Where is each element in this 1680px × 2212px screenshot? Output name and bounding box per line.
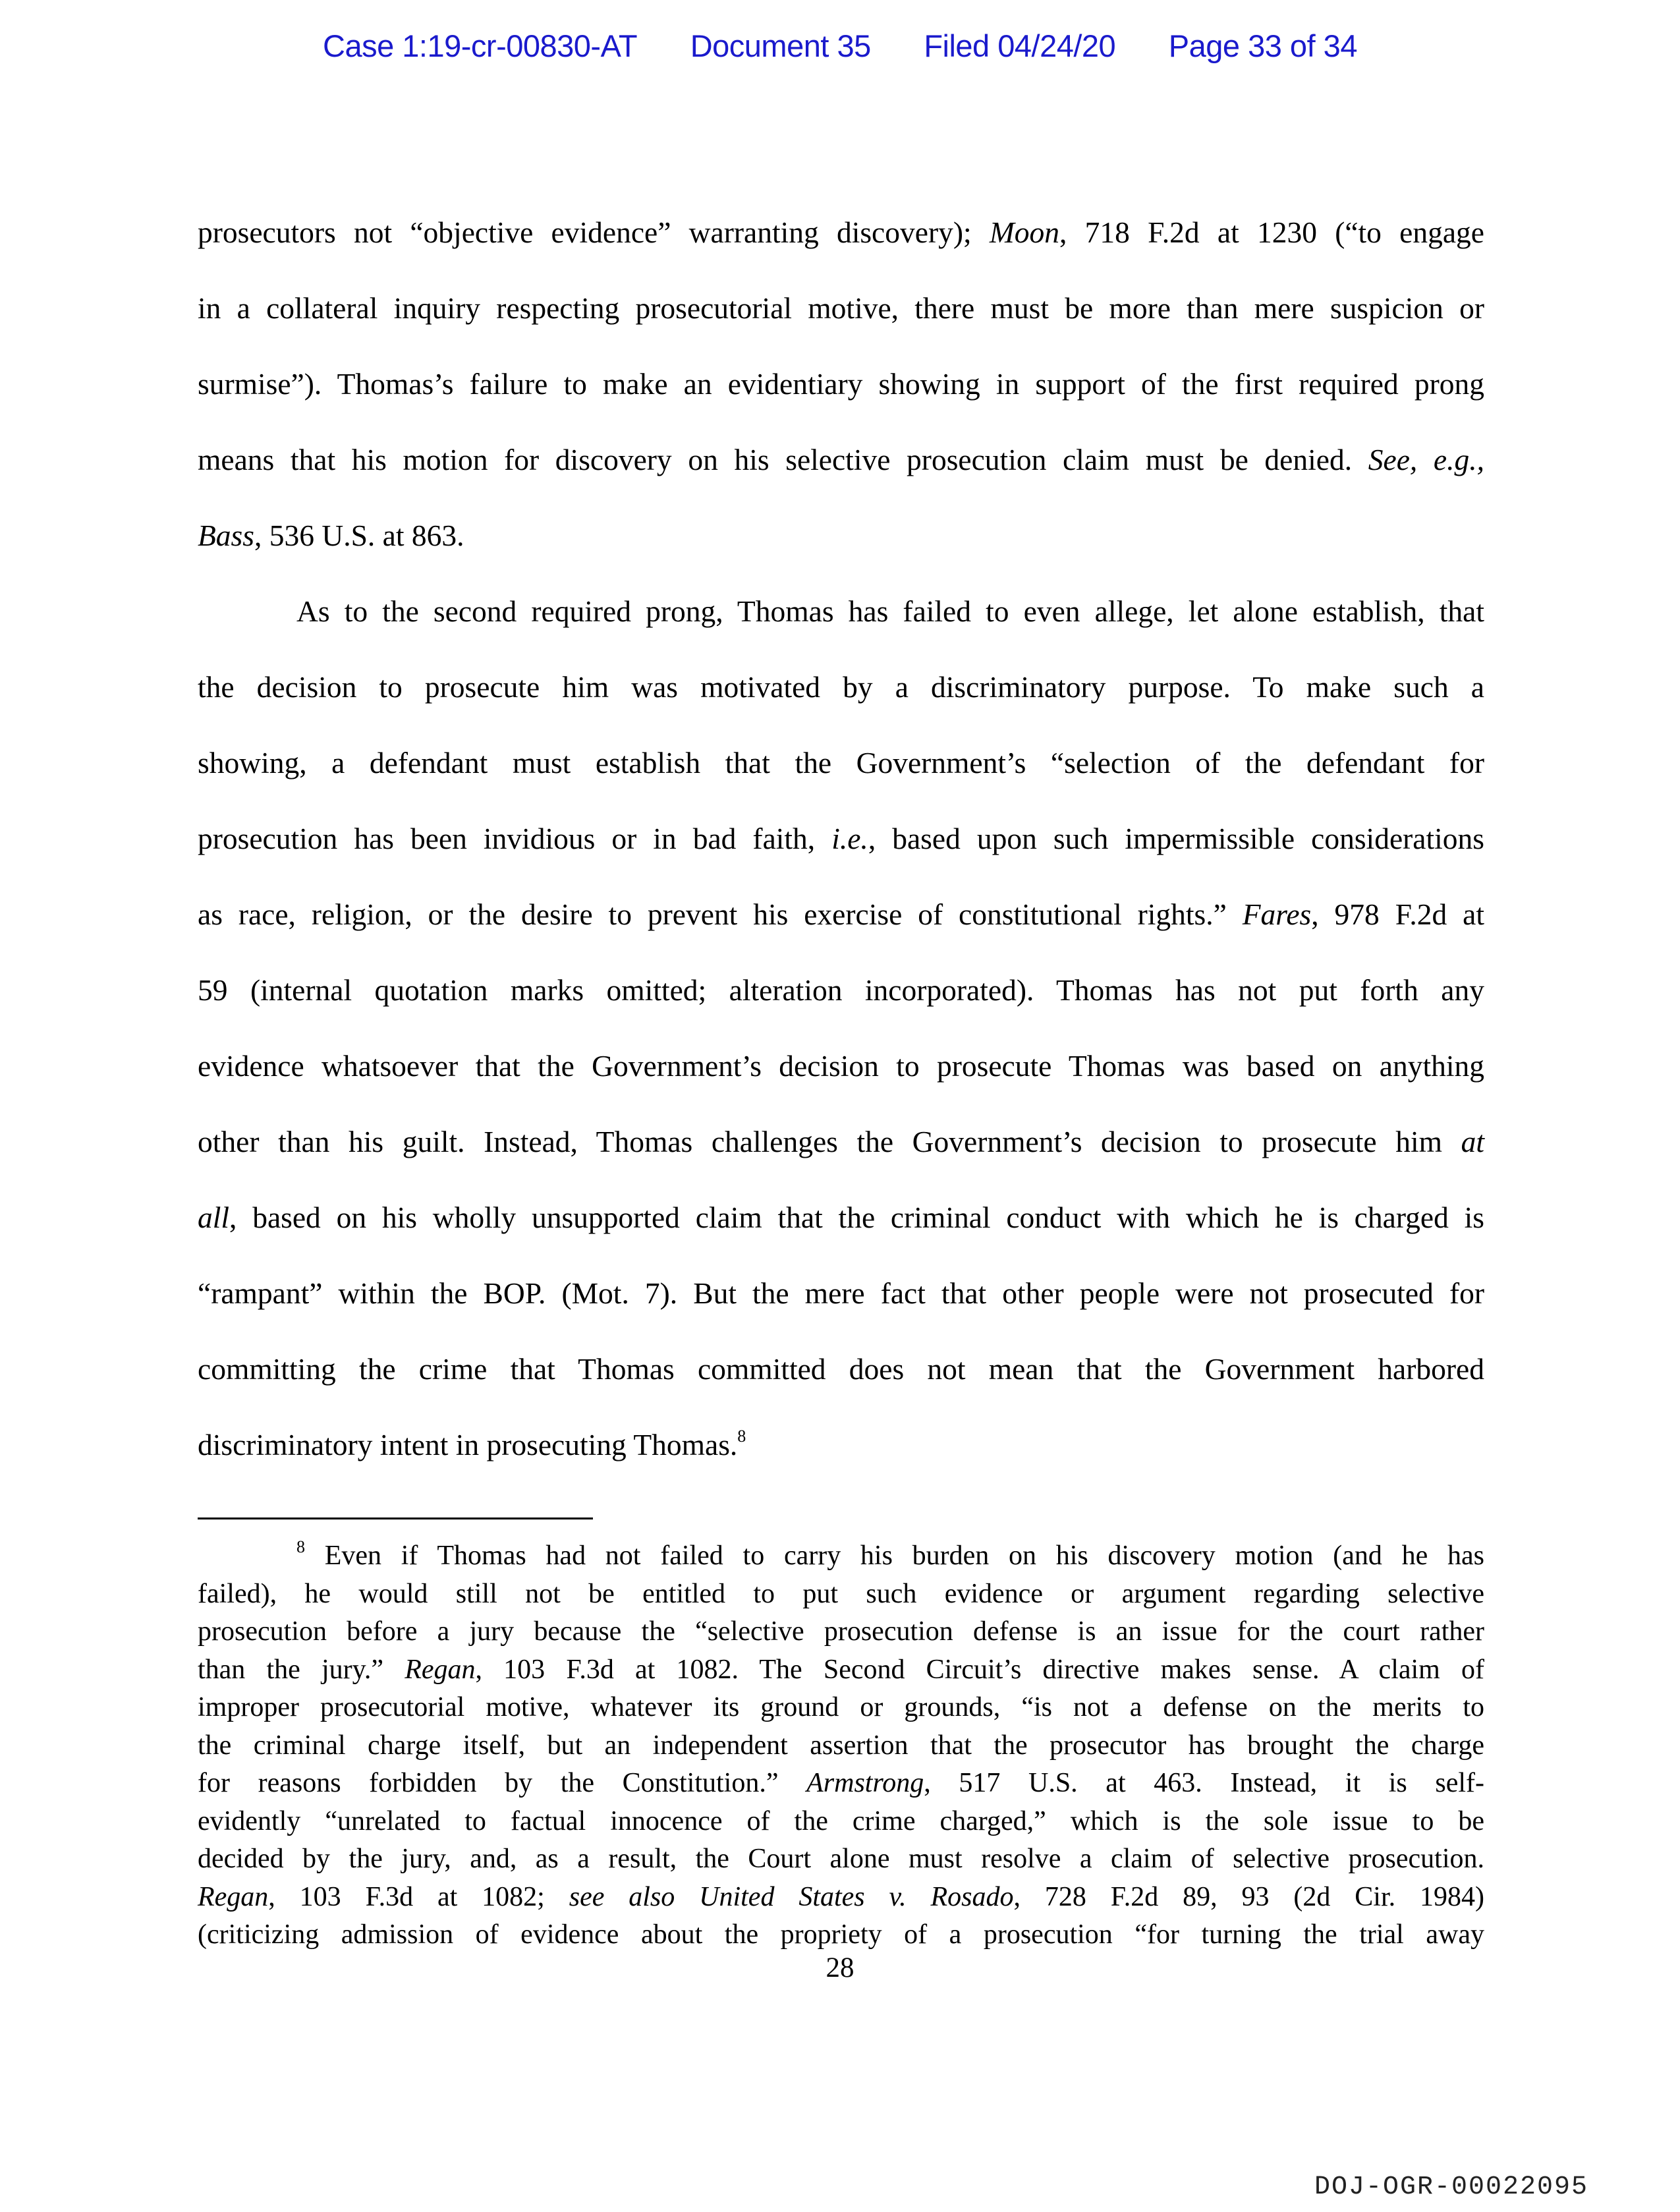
body-line xyxy=(198,194,1484,270)
text-run: , 978 F.2d at xyxy=(1311,897,1484,931)
body-line xyxy=(198,1331,1484,1407)
text-run: means that his motion for discovery on his selective prosecution claim must be denied. xyxy=(198,443,1368,476)
text-run: for reasons forbidden by the Constitution.” xyxy=(198,1768,807,1798)
body-line xyxy=(198,346,1484,422)
body-line xyxy=(198,1104,1484,1179)
citation-italic: Bass xyxy=(198,519,254,552)
text-run: , 536 U.S. at 863. xyxy=(254,519,464,552)
footnote-line xyxy=(198,1765,1484,1803)
text-run: prosecution before a jury because the “selective prosecution defense is an issue for the court rather xyxy=(198,1616,1484,1647)
citation-italic: i.e. xyxy=(831,822,868,855)
text-run: evidently “unrelated to factual innocence of the crime charged,” which is the sole issue to be xyxy=(198,1805,1484,1836)
text-run: 59 (internal quotation marks omitted; alteration incorporated). Thomas has not put forth any xyxy=(198,973,1484,1007)
body-line xyxy=(198,725,1484,801)
text-run: prosecution has been invidious or in bad faith, xyxy=(198,822,832,855)
citation-italic: at xyxy=(1461,1125,1484,1158)
text-run: discriminatory intent in prosecuting Thomas. xyxy=(198,1428,738,1461)
footnote-line xyxy=(198,1537,1484,1575)
bates-number: DOJ-OGR-00022095 xyxy=(1314,2172,1589,2202)
text-run: “rampant” within the BOP. (Mot. 7). But the mere fact that other people were not prosecuted for xyxy=(198,1276,1484,1310)
body-line xyxy=(198,422,1484,497)
page-of-pages: Page 33 of 34 xyxy=(1168,28,1357,63)
body-line xyxy=(198,952,1484,1028)
body-line xyxy=(198,1028,1484,1104)
citation-italic: all xyxy=(198,1201,230,1234)
footnote-8 xyxy=(198,1537,1484,1954)
text-run: (criticizing admission of evidence about the propriety of a prosecution “for turning the trial away xyxy=(198,1919,1484,1950)
text-run: , 517 U.S. at 463. Instead, it is self- xyxy=(924,1768,1484,1798)
text-run: showing, a defendant must establish that the Government’s “selection of the defendant for xyxy=(198,746,1484,780)
footnote-line xyxy=(198,1840,1484,1879)
footnote-line xyxy=(198,1651,1484,1689)
citation-italic: Fares xyxy=(1242,897,1312,931)
text-run: , based on his wholly unsupported claim that the criminal conduct with which he is charged is xyxy=(229,1201,1484,1234)
footnote-line xyxy=(198,1689,1484,1727)
ecf-header xyxy=(0,28,1680,64)
text-run: the decision to prosecute him was motivated by a discriminatory purpose. To make such a xyxy=(198,670,1484,704)
citation-italic: See, e.g., xyxy=(1368,443,1484,476)
footnote-line xyxy=(198,1916,1484,1954)
text-run: , 103 F.3d at 1082. The Second Circuit’s directive makes sense. A claim of xyxy=(475,1654,1484,1685)
body-line xyxy=(198,1255,1484,1331)
text-run: committing the crime that Thomas committed does not mean that the Government harbored xyxy=(198,1352,1484,1386)
footnote-line xyxy=(198,1575,1484,1614)
text-run: the criminal charge itself, but an independent assertion that the prosecutor has brought the charge xyxy=(198,1730,1484,1761)
body-line xyxy=(198,497,1484,573)
filed-date: Filed 04/24/20 xyxy=(924,28,1116,63)
body-line xyxy=(198,270,1484,346)
footnote-line xyxy=(198,1727,1484,1765)
case-number: Case 1:19-cr-00830-AT xyxy=(323,28,638,63)
citation-italic: Regan xyxy=(198,1881,269,1912)
body-line xyxy=(198,649,1484,725)
footnote-marker: 8 xyxy=(296,1537,305,1556)
body-line xyxy=(198,573,1484,649)
citation-italic: Regan xyxy=(405,1654,476,1685)
body-text xyxy=(198,194,1484,1483)
text-run: Even if Thomas had not failed to carry his burden on his discovery motion (and he has xyxy=(305,1541,1484,1571)
text-run: , 718 F.2d at 1230 (“to engage xyxy=(1059,215,1484,249)
text-run: , 728 F.2d 89, 93 (2d Cir. 1984) xyxy=(1013,1881,1484,1912)
text-run: As to the second required prong, Thomas has failed to even allege, let alone establish, that xyxy=(296,594,1484,628)
body-line xyxy=(198,1407,1484,1483)
page-number: 28 xyxy=(826,1952,854,1983)
text-run: as race, religion, or the desire to prevent his exercise of constitutional rights.” xyxy=(198,897,1243,931)
text-run: failed), he would still not be entitled to put such evidence or argument regarding selective xyxy=(198,1578,1484,1609)
citation-italic: Moon xyxy=(989,215,1060,249)
text-run: other than his guilt. Instead, Thomas challenges the Government’s decision to prosecute him xyxy=(198,1125,1461,1158)
footnote-line xyxy=(198,1613,1484,1651)
body-line xyxy=(198,876,1484,952)
document-number: Document 35 xyxy=(690,28,871,63)
body-line xyxy=(198,1179,1484,1255)
text-run: prosecutors not “objective evidence” warranting discovery); xyxy=(198,215,990,249)
body-line xyxy=(198,801,1484,876)
text-run: surmise”). Thomas’s failure to make an evidentiary showing in support of the first required prong xyxy=(198,367,1484,401)
footnote-marker: 8 xyxy=(737,1427,746,1446)
footnote-line xyxy=(198,1803,1484,1841)
text-run: , 103 F.3d at 1082; xyxy=(268,1881,569,1912)
text-run: in a collateral inquiry respecting prosecutorial motive, there must be more than mere suspicion or xyxy=(198,291,1484,325)
text-run: improper prosecutorial motive, whatever its ground or grounds, “is not a defense on the merits to xyxy=(198,1692,1484,1722)
citation-italic: Armstrong xyxy=(806,1768,924,1798)
footnote-separator xyxy=(198,1517,593,1519)
footnote-line xyxy=(198,1879,1484,1917)
text-run: evidence whatsoever that the Government’s decision to prosecute Thomas was based on anything xyxy=(198,1049,1484,1083)
citation-italic: see also United States v. Rosado xyxy=(569,1881,1014,1912)
text-run: decided by the jury, and, as a result, the Court alone must resolve a claim of selective prosecution. xyxy=(198,1844,1484,1874)
text-run: than the jury.” xyxy=(198,1654,405,1685)
text-run: , based upon such impermissible considerations xyxy=(868,822,1484,855)
